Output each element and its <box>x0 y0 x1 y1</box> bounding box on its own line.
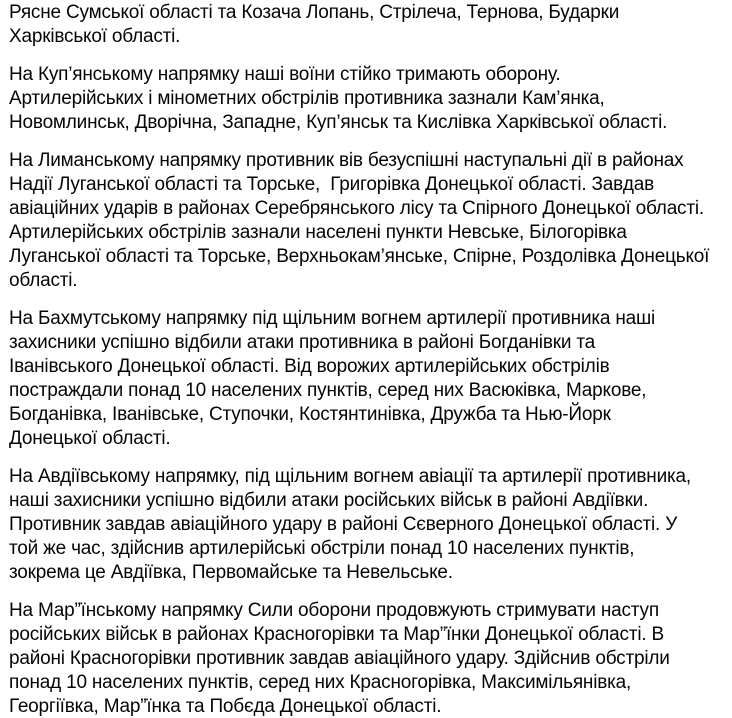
text-line: Артилерійських обстрілів зазнали населені пункти Невське, Білогорівка <box>9 222 627 243</box>
text-line: області. <box>9 270 78 291</box>
text-line: Георгіївка, Мар”їнка та Побєда Донецької області. <box>9 696 442 717</box>
text-line: Надії Луганської області та Торське, Григорівка Донецької області. Завдав <box>9 174 655 195</box>
text-line: захисники успішно відбили атаки противника в районі Богданівки та <box>9 332 595 353</box>
text-line: Богданівка, Іванівське, Ступочки, Костянтинівка, Дружба та Нью-Йорк <box>9 404 611 425</box>
text-line: Рясне Сумської області та Козача Лопань, Стрілеча, Тернова, Бударки <box>9 2 620 23</box>
text-line: На Куп’янському напрямку наші воїни стійко тримають оборону. <box>9 64 561 85</box>
paragraph-kharkiv <box>9 1 726 49</box>
text-line: постраждали понад 10 населених пунктів, серед них Васюківка, Маркове, <box>9 380 647 401</box>
text-line: Іванівського Донецької області. Від ворожих артилерійських обстрілів <box>9 356 610 377</box>
text-line: На Лиманському напрямку противник вів безуспішні наступальні дії в районах <box>9 150 684 171</box>
text-line: На Мар”їнському напрямку Сили оборони продовжують стримувати наступ <box>9 600 659 621</box>
text-line: російських військ в районах Красногорівки та Мар”їнки Донецької області. В <box>9 624 664 645</box>
text-line: той же час, здійснив артилерійські обстріли понад 10 населених пунктів, <box>9 538 635 559</box>
text-line: Луганської області та Торське, Верхньокам’янське, Спірне, Роздолівка Донецької <box>9 246 710 267</box>
paragraph-avdiivka <box>9 465 726 585</box>
paragraph-kupiansk <box>9 63 726 135</box>
text-line: Противник завдав авіаційного удару в районі Сєверного Донецької області. У <box>9 514 678 535</box>
text-line: Артилерійських і мінометних обстрілів противника зазнали Кам’янка, <box>9 88 605 109</box>
paragraph-marinka <box>9 599 726 718</box>
paragraph-lyman <box>9 149 726 293</box>
text-line: Новомлинськ, Дворічна, Западне, Куп’янськ та Кислівка Харківської області. <box>9 112 668 133</box>
paragraph-bakhmut <box>9 307 726 451</box>
text-line: Харківської області. <box>9 26 181 47</box>
text-line: На Бахмутському напрямку під щільним вогнем артилерії противника наші <box>9 308 656 329</box>
text-line: наші захисники успішно відбили атаки російських військ в районі Авдіївки. <box>9 490 649 511</box>
text-line: Донецької області. <box>9 428 171 449</box>
text-line: зокрема це Авдіївка, Первомайське та Невельське. <box>9 562 453 583</box>
text-line: понад 10 населених пунктів, серед них Красногорівка, Максимільянівка, <box>9 672 632 693</box>
text-line: районі Красногорівки противник завдав авіаційного удару. Здійснив обстріли <box>9 648 670 669</box>
text-line: авіаційних ударів в районах Серебрянського лісу та Спірного Донецької області. <box>9 198 704 219</box>
text-line: На Авдіївському напрямку, під щільним вогнем авіації та артилерії противника, <box>9 466 691 487</box>
